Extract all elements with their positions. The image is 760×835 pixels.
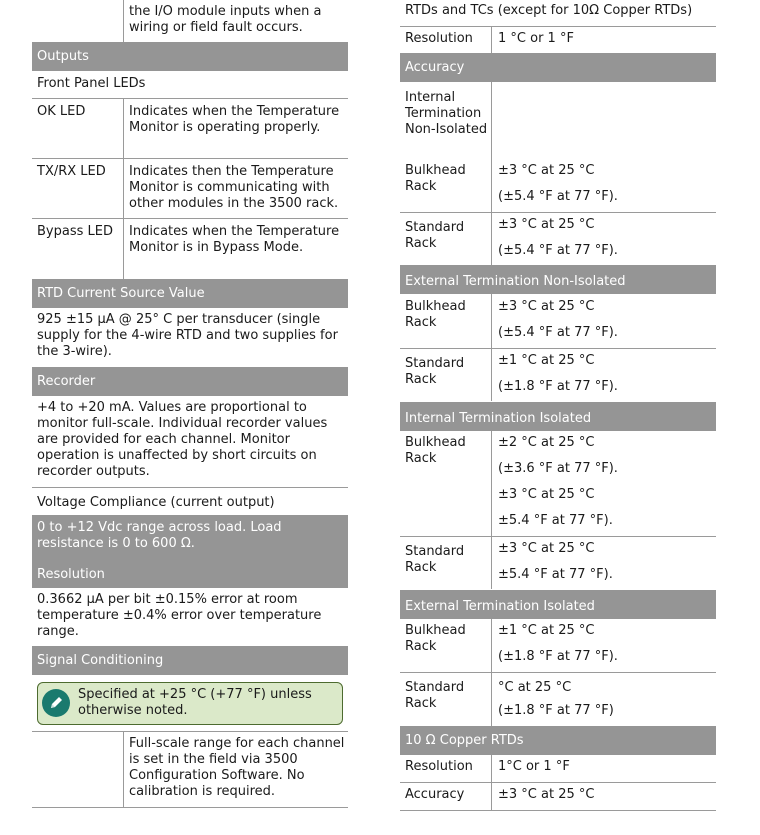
- accuracy-line: (±5.4 °F at 77 °F).: [498, 325, 618, 340]
- row-divider: [32, 487, 348, 488]
- accuracy-line: (±1.8 °F at 77 °F): [498, 703, 614, 718]
- voltage-compliance-label: Voltage Compliance (current output): [37, 495, 275, 510]
- copper-accuracy-value: ±3 °C at 25 °C: [498, 787, 595, 802]
- row-divider: [400, 348, 716, 349]
- full-scale-text: Full-scale range for each channel is set in the field via 3500 Configuration Software. No calibration is required.: [129, 736, 345, 799]
- led-description: Indicates then the Temperature Monitor is communicating with other modules in the 3500 rack.: [129, 164, 339, 211]
- accuracy-line: (±3.6 °F at 77 °F).: [498, 461, 618, 476]
- row-divider: [32, 731, 348, 732]
- accuracy-line: ±3 °C at 25 °C: [498, 541, 595, 556]
- accuracy-line: (±1.8 °F at 77 °F).: [498, 649, 618, 664]
- note-callout: [37, 682, 343, 725]
- accuracy-line: ±3 °C at 25 °C: [498, 299, 595, 314]
- column-divider: [491, 431, 492, 589]
- copper-rtds-header: 10 Ω Copper RTDs: [400, 726, 716, 755]
- rack-label: Bulkhead Rack: [405, 163, 466, 194]
- led-name: OK LED: [37, 104, 86, 119]
- accuracy-line: °C at 25 °C: [498, 680, 572, 695]
- note-text: Specified at +25 °C (+77 °F) unless otherwise noted.: [78, 687, 312, 718]
- accuracy-line: ±3 °C at 25 °C: [498, 163, 595, 178]
- row-divider: [400, 782, 716, 783]
- led-description: Indicates when the Temperature Monitor is operating properly.: [129, 104, 340, 135]
- accuracy-line: ±5.4 °F at 77 °F).: [498, 567, 613, 582]
- rtds-tcs-label: RTDs and TCs (except for 10Ω Copper RTDs): [405, 3, 693, 18]
- rack-label: Standard Rack: [405, 220, 465, 251]
- rack-label: Standard Rack: [405, 356, 465, 387]
- accuracy-line: (±5.4 °F at 77 °F).: [498, 189, 618, 204]
- resolution-value: 1 °C or 1 °F: [498, 31, 574, 46]
- column-divider: [491, 755, 492, 811]
- voltage-compliance-block: [32, 515, 348, 588]
- row-divider: [400, 212, 716, 213]
- voltage-compliance-text: 0 to +12 Vdc range across load. Load resistance is 0 to 600 Ω.: [37, 520, 282, 551]
- column-divider: [123, 0, 124, 42]
- copper-accuracy-label: Accuracy: [405, 787, 465, 802]
- column-divider: [123, 99, 124, 279]
- resolution-label: Resolution: [405, 31, 473, 46]
- rtd-current-header: RTD Current Source Value: [32, 279, 348, 308]
- pencil-icon: [42, 689, 70, 717]
- accuracy-line: ±1 °C at 25 °C: [498, 353, 595, 368]
- column-divider: [491, 82, 492, 265]
- accuracy-line: ±1 °C at 25 °C: [498, 623, 595, 638]
- resolution-text: 0.3662 µA per bit ±0.15% error at room temperature ±0.4% error over temperature range.: [37, 592, 322, 639]
- accuracy-line: ±5.4 °F at 77 °F).: [498, 513, 613, 528]
- rack-label: Standard Rack: [405, 680, 465, 711]
- accuracy-line: ±3 °C at 25 °C: [498, 217, 595, 232]
- external-isolated-header: External Termination Isolated: [400, 590, 716, 619]
- accuracy-line: ±2 °C at 25 °C: [498, 435, 595, 450]
- copper-resolution-value: 1°C or 1 °F: [498, 759, 570, 774]
- row-divider: [400, 672, 716, 673]
- row-divider: [32, 98, 348, 99]
- row-divider: [32, 807, 348, 808]
- accuracy-line: (±1.8 °F at 77 °F).: [498, 379, 618, 394]
- rack-label: Standard Rack: [405, 544, 465, 575]
- recorder-text: +4 to +20 mA. Values are proportional to monitor full-scale. Individual recorder values are provided for each channel. Monitor operation is unaffected by short circuits on recorder outputs.: [37, 400, 328, 479]
- column-divider: [123, 732, 124, 808]
- front-panel-leds-label: Front Panel LEDs: [37, 76, 146, 91]
- accuracy-line: ±3 °C at 25 °C: [498, 487, 595, 502]
- row-divider: [400, 26, 716, 27]
- internal-isolated-header: Internal Termination Isolated: [400, 402, 716, 431]
- resolution-header: Resolution: [37, 567, 105, 582]
- signal-conditioning-header: Signal Conditioning: [32, 646, 348, 675]
- led-name: TX/RX LED: [37, 164, 106, 179]
- rack-label: Bulkhead Rack: [405, 623, 466, 654]
- recorder-header: Recorder: [32, 367, 348, 396]
- row-divider: [32, 218, 348, 219]
- intro-tail-text: the I/O module inputs when a wiring or field fault occurs.: [129, 4, 322, 35]
- internal-non-isolated-label: Internal Termination Non-Isolated: [405, 90, 488, 137]
- row-divider: [400, 810, 716, 811]
- accuracy-line: (±5.4 °F at 77 °F).: [498, 243, 618, 258]
- rack-label: Bulkhead Rack: [405, 435, 466, 466]
- external-non-isolated-header: External Termination Non-Isolated: [400, 265, 716, 294]
- rack-label: Bulkhead Rack: [405, 299, 466, 330]
- outputs-header: Outputs: [32, 42, 348, 71]
- copper-resolution-label: Resolution: [405, 759, 473, 774]
- rtd-current-text: 925 ±15 µA @ 25° C per transducer (single supply for the 4-wire RTD and two supplies for the 3-wire).: [37, 312, 338, 359]
- row-divider: [32, 158, 348, 159]
- row-divider: [400, 536, 716, 537]
- column-divider: [491, 27, 492, 53]
- led-description: Indicates when the Temperature Monitor is in Bypass Mode.: [129, 224, 340, 255]
- accuracy-header: Accuracy: [400, 53, 716, 82]
- led-name: Bypass LED: [37, 224, 113, 239]
